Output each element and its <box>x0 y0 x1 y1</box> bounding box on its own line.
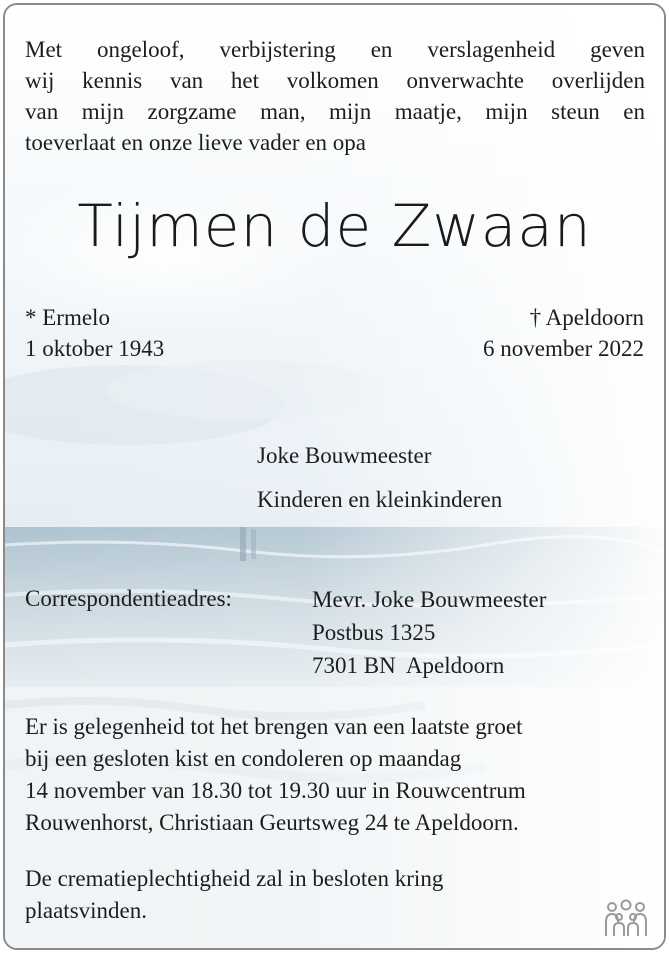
birth-place: * Ermelo <box>25 305 110 330</box>
intro-line: toeverlaat en onze lieve vader en opa <box>25 130 366 155</box>
cremation-text <box>25 863 443 927</box>
cremation-line: plaatsvinden. <box>25 898 147 923</box>
death-info <box>483 302 644 364</box>
visitation-line: Rouwenhorst, Christiaan Geurtsweg 24 te Apeldoorn. <box>25 810 519 835</box>
cremation-line: De crematieplechtigheid zal in besloten kring <box>25 866 444 891</box>
intro-line: van mijn zorgzame man, mijn maatje, mijn steun en <box>25 99 645 124</box>
intro-line: Met ongeloof, verbijstering en verslagenheid geven <box>25 37 645 62</box>
death-place: † Apeldoorn <box>529 305 644 330</box>
family-people-icon <box>602 898 650 938</box>
birth-date: 1 oktober 1943 <box>25 336 165 361</box>
correspondence-label: Correspondentieadres: <box>25 586 232 611</box>
address-line: 7301 BN Apeldoorn <box>312 653 505 678</box>
correspondence-address <box>312 583 546 682</box>
family-list <box>257 434 502 522</box>
intro-line: wij kennis van het volkomen onverwachte overlijden <box>25 68 645 93</box>
visitation-line: 14 november van 18.30 tot 19.30 uur in Rouwcentrum <box>25 778 526 803</box>
intro-text <box>25 34 645 158</box>
death-date: 6 november 2022 <box>483 336 644 361</box>
address-line: Mevr. Joke Bouwmeester <box>312 587 547 612</box>
birth-info <box>25 302 164 364</box>
visitation-line: bij een gesloten kist en condoleren op maandag <box>25 746 462 771</box>
visitation-text <box>25 711 653 839</box>
address-line: Postbus 1325 <box>312 620 436 645</box>
obituary-card <box>3 3 666 950</box>
family-member: Kinderen en kleinkinderen <box>257 487 503 512</box>
visitation-line: Er is gelegenheid tot het brengen van een laatste groet <box>25 714 523 739</box>
family-member: Joke Bouwmeester <box>257 443 432 468</box>
deceased-name: Tijmen de Zwaan <box>77 192 592 260</box>
